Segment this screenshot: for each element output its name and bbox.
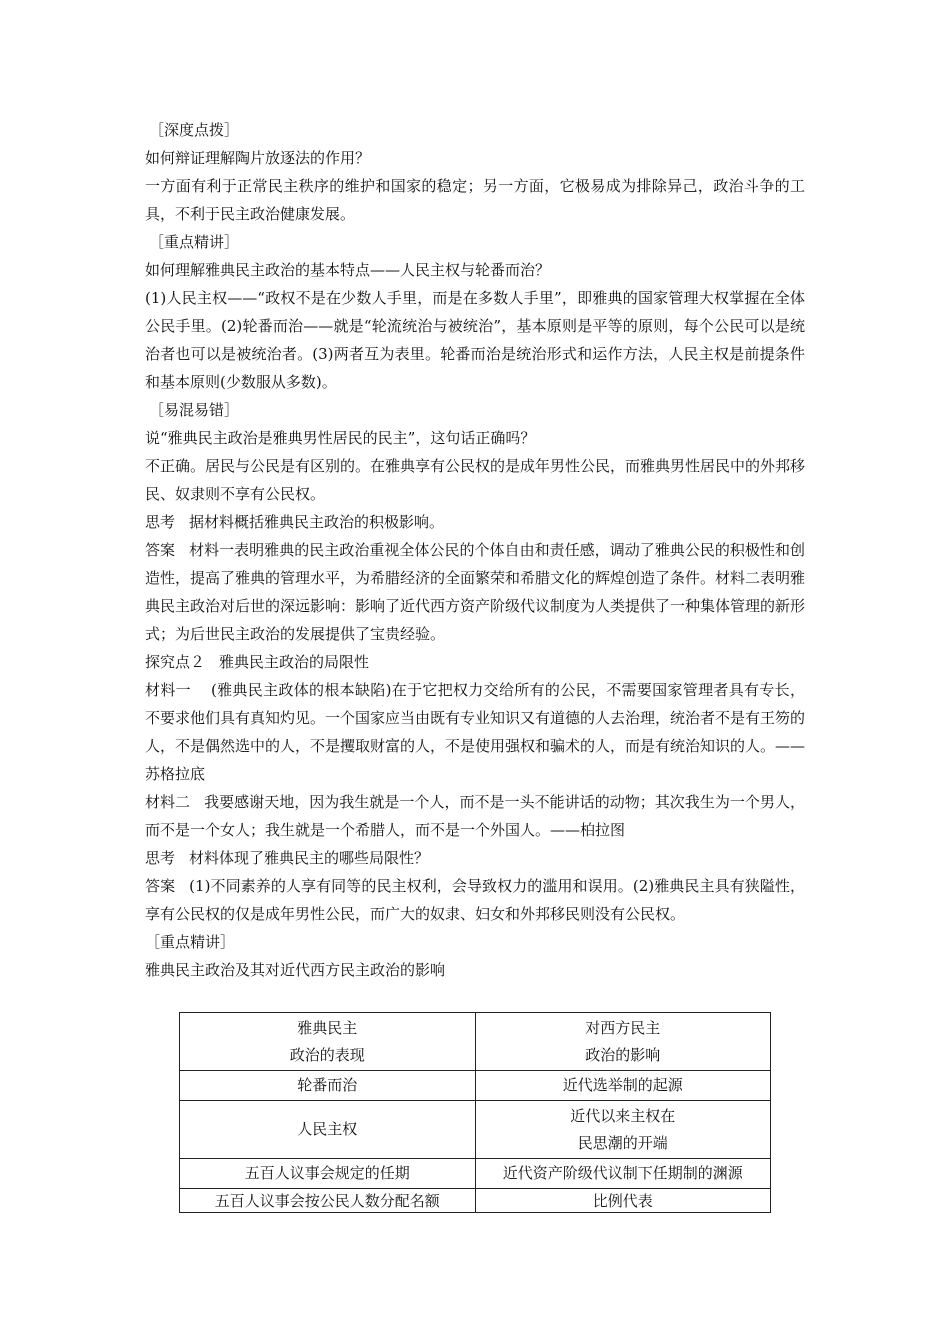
tag-depth: ［深度点拨］	[149, 121, 240, 139]
section-2-title: 雅典民主政治的局限性	[219, 653, 370, 671]
material-1	[145, 676, 805, 788]
table-cell	[180, 1101, 476, 1159]
cell-line: 五百人议事会规定的任期	[244, 1164, 410, 1182]
question-2: 如何理解雅典民主政治的基本特点——人民主权与轮番而治？	[145, 261, 551, 279]
think-1	[145, 508, 805, 536]
table-row	[180, 1071, 771, 1101]
cell-line: 近代以来主权在	[570, 1106, 676, 1125]
think-2-label: 思考	[145, 849, 176, 867]
cell-line: 政治的影响	[585, 1045, 661, 1064]
question-1: 如何辩证理解陶片放逐法的作用？	[145, 149, 371, 167]
table-row	[180, 1159, 771, 1189]
think-2-text: 材料体现了雅典民主的哪些局限性？	[189, 849, 430, 867]
document-body	[145, 116, 805, 984]
answer-2-text: (1)不同素养的人享有同等的民主权利，会导致权力的滥用和误用。(2)雅典民主具有狭隘性，享有公民权的仅是成年男性公民，而广大的奴隶、妇女和外邦移民则没有公民权。	[145, 877, 805, 923]
table-cell	[475, 1159, 771, 1189]
cell-line: 近代资产阶级代议制下任期制的渊源	[502, 1164, 743, 1182]
table-header-row	[180, 1013, 771, 1071]
cell-line: 轮番而治	[297, 1076, 358, 1094]
material-1-label: 材料一	[145, 681, 191, 699]
tag-confusion: ［易混易错］	[149, 401, 240, 419]
table-row	[180, 1189, 771, 1213]
think-2	[145, 844, 805, 872]
table-cell	[180, 1071, 476, 1101]
section-2-heading	[145, 648, 805, 676]
material-2	[145, 788, 805, 844]
answer-1-text: 材料一表明雅典的民主政治重视全体公民的个体自由和责任感，调动了雅典公民的积极性和创造性，提高了雅典的管理水平，为希腊经济的全面繁荣和希腊文化的辉煌创造了条件。材料二表明雅典民主政治对后世的深远影响：影响了近代西方资产阶级代议制度为人类提供了一种集体管理的新形式；为后世民主政治的发展提供了宝贵经验。	[145, 541, 806, 643]
answer-text-2: (1)人民主权——“政权不是在少数人手里，而是在多数人手里”，即雅典的国家管理大权掌握在全体公民手里。(2)轮番而治——就是“轮流统治与被统治”，基本原则是平等的原则，每个公民可以是统治者也可以是被统治者。(3)两者互为表里。轮番而治是统治形式和运作方法，人民主权是前提条件和基本原则(少数服从多数)。	[145, 289, 805, 391]
table-header-cell	[180, 1013, 476, 1071]
answer-1	[145, 536, 805, 648]
answer-text-1: 一方面有利于正常民主秩序的维护和国家的稳定；另一方面，它极易成为排除异己，政治斗争的工具，不利于民主政治健康发展。	[145, 177, 805, 223]
cell-line: 五百人议事会按公民人数分配名额	[214, 1191, 440, 1210]
tag-key-points: ［重点精讲］	[149, 233, 240, 251]
section-2-label: 探究点２	[145, 653, 206, 671]
cell-line: 比例代表	[592, 1191, 653, 1210]
think-1-label: 思考	[145, 513, 176, 531]
table-cell	[475, 1071, 771, 1101]
cell-line: 人民主权	[297, 1120, 358, 1138]
material-2-label: 材料二	[145, 793, 191, 811]
think-1-text: 据材料概括雅典民主政治的积极影响。	[189, 513, 445, 531]
table-cell	[180, 1159, 476, 1189]
table-cell	[180, 1189, 476, 1213]
cell-line: 民思潮的开端	[577, 1133, 668, 1152]
question-3: 说“雅典民主政治是雅典男性居民的民主”，这句话正确吗？	[145, 429, 536, 447]
material-1-text: (雅典民主政体的根本缺陷)在于它把权力交给所有的公民，不需要国家管理者具有专长，不要求他们具有真知灼见。一个国家应当由既有专业知识又有道德的人去治理，统治者不是有王笏的人，不是偶然选中的人，不是攫取财富的人，不是使用强权和骗术的人，而是有统治知识的人。——苏格拉底	[145, 681, 806, 783]
table-cell	[475, 1189, 771, 1213]
cell-line: 政治的表现	[289, 1045, 365, 1064]
cell-line: 对西方民主	[585, 1018, 661, 1037]
answer-1-label: 答案	[145, 541, 176, 559]
table-header-cell	[475, 1013, 771, 1071]
table-title: 雅典民主政治及其对近代西方民主政治的影响	[145, 961, 446, 979]
table-row	[180, 1101, 771, 1159]
cell-line: 雅典民主	[297, 1018, 358, 1037]
tag-key-points-2: ［重点精讲］	[145, 933, 236, 951]
answer-text-3: 不正确。居民与公民是有区别的。在雅典享有公民权的是成年男性公民，而雅典男性居民中的外邦移民、奴隶则不享有公民权。	[145, 457, 806, 503]
material-2-text: 我要感谢天地，因为我生就是一个人，而不是一头不能讲话的动物；其次我生为一个男人，而不是一个女人；我生就是一个希腊人，而不是一个外国人。——柏拉图	[145, 793, 805, 839]
table-cell	[475, 1101, 771, 1159]
comparison-table	[179, 1012, 771, 1213]
answer-2	[145, 872, 805, 928]
cell-line: 近代选举制的起源	[562, 1076, 683, 1094]
answer-2-label: 答案	[145, 877, 176, 895]
